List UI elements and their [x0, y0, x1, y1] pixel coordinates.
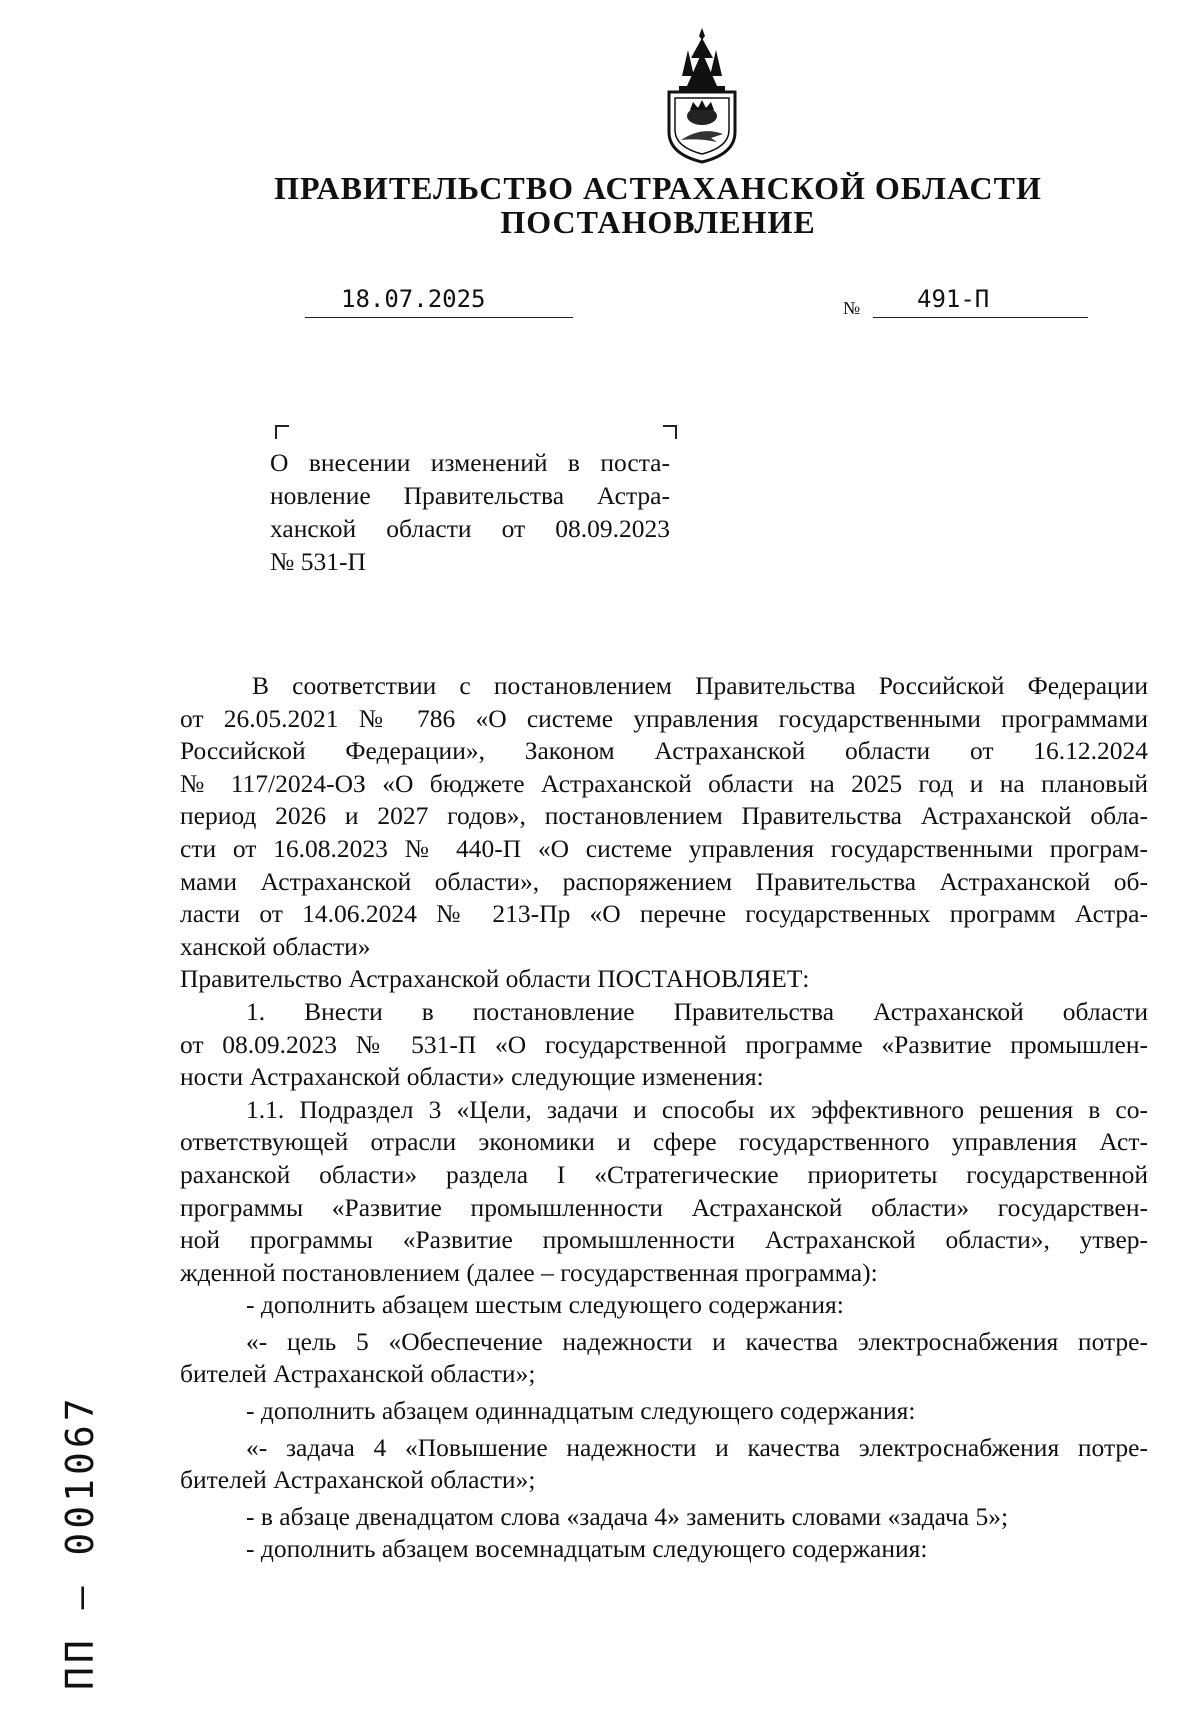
body-line: Правительство Астраханской области ПОСТАНОВЛЯЕТ:: [180, 964, 810, 994]
subject-line: О внесении изменений в поста-: [270, 448, 670, 477]
body-line: 1. Внести в постановление Правительства Астраханской области: [246, 996, 1148, 1026]
document-body: [180, 670, 1148, 1566]
subject-line: № 531-П: [270, 547, 366, 576]
subject-line: ханской области от 08.09.2023: [270, 514, 670, 543]
body-line: жденной постановлением (далее – государственная программа):: [180, 1257, 878, 1287]
subject-line: новление Правительства Астра-: [270, 481, 670, 510]
body-line: ханской области»: [180, 931, 371, 961]
body-line: ности Астраханской области» следующие изменения:: [180, 1062, 764, 1092]
body-line: ласти от 14.06.2024 № 213-Пр «О перечне государственных программ Астра-: [180, 899, 1148, 929]
body-line: бителей Астраханской области»;: [180, 1359, 536, 1389]
body-line: 1.1. Подраздел 3 «Цели, задачи и способы их эффективного решения в со-: [246, 1094, 1148, 1124]
body-line: - дополнить абзацем шестым следующего содержания:: [246, 1290, 844, 1320]
document-number: 491-П: [917, 285, 990, 313]
body-line: В соответствии с постановлением Правительства Российской Федерации: [252, 671, 1148, 700]
registration-stamp: ПП – 001067: [58, 1394, 102, 1690]
body-line: ной программы «Развитие промышленности Астраханской области», утвер-: [180, 1225, 1148, 1255]
government-title: ПРАВИТЕЛЬСТВО АСТРАХАНСКОЙ ОБЛАСТИ: [274, 170, 1042, 206]
body-line: - дополнить абзацем восемнадцатым следующего содержания:: [246, 1534, 928, 1564]
number-sign: №: [843, 298, 861, 318]
body-line: «- задача 4 «Повышение надежности и качества электроснабжения потре-: [246, 1432, 1148, 1462]
body-line: раханской области» раздела I «Стратегические приоритеты государственной: [180, 1159, 1148, 1189]
body-line: мами Астраханской области», распоряжением Правительства Астраханской об-: [180, 866, 1148, 896]
document-subject: [270, 446, 670, 578]
document-type-title: ПОСТАНОВЛЕНИЕ: [500, 204, 816, 240]
date-field: [305, 285, 573, 318]
body-line: сти от 16.08.2023 № 440-П «О системе управления государственными програм-: [180, 833, 1148, 863]
subject-corner-left: [275, 425, 289, 439]
body-line: «- цель 5 «Обеспечение надежности и качества электроснабжения потре-: [246, 1326, 1148, 1356]
body-line: № 117/2024-ОЗ «О бюджете Астраханской области на 2025 год и на плановый: [180, 768, 1148, 798]
body-line: бителей Астраханской области»;: [180, 1465, 536, 1495]
body-line: - дополнить абзацем одиннадцатым следующего содержания:: [246, 1396, 916, 1426]
number-field: [873, 285, 1088, 318]
body-line: программы «Развитие промышленности Астраханской области» государствен-: [180, 1192, 1148, 1222]
coat-of-arms-emblem: [663, 28, 741, 164]
body-line: от 26.05.2021 № 786 «О системе управления государственными программами: [180, 703, 1148, 733]
body-line: период 2026 и 2027 годов», постановлением Правительства Астраханской обла-: [180, 801, 1148, 831]
document-date: 18.07.2025: [341, 285, 486, 313]
body-line: от 08.09.2023 № 531-П «О государственной программе «Развитие промышлен-: [180, 1029, 1148, 1059]
body-line: Российской Федерации», Законом Астраханской области от 16.12.2024: [180, 736, 1148, 766]
body-line: - в абзаце двенадцатом слова «задача 4» заменить словами «задача 5»;: [246, 1501, 1009, 1531]
subject-corner-right: [663, 425, 677, 439]
body-line: ответствующей отрасли экономики и сфере государственного управления Аст-: [180, 1127, 1148, 1157]
